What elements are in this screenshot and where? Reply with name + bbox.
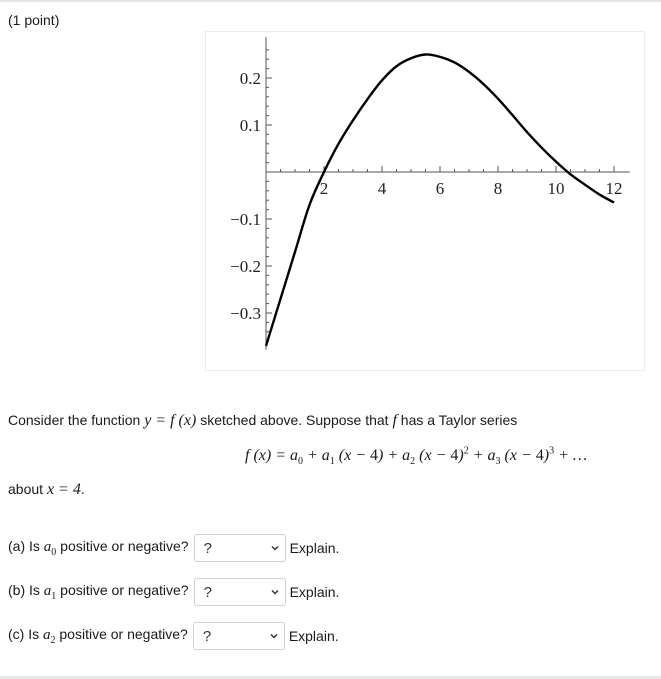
- chevron-down-icon: [271, 588, 279, 596]
- explain-label-c: Explain.: [288, 628, 339, 644]
- top-divider: [0, 0, 661, 2]
- y-tick-label: −0.2: [230, 257, 261, 276]
- taylor-series-formula: [245, 446, 587, 468]
- x-tick-label: 2: [319, 179, 329, 198]
- sign-select-a1[interactable]: [194, 578, 286, 606]
- function-plot: [205, 31, 645, 371]
- expansion-point: about x = 4.: [8, 481, 85, 498]
- plot-svg: [206, 32, 644, 370]
- y-tick-label: −0.3: [230, 304, 261, 323]
- sign-select-a1-value: ?: [203, 583, 212, 601]
- sign-select-a0-value: ?: [203, 539, 212, 557]
- function-curve: [266, 54, 614, 345]
- sign-select-a2-value: ?: [202, 627, 212, 645]
- chevron-down-icon: [270, 632, 278, 640]
- x-tick-label: 6: [435, 179, 445, 198]
- chevron-down-icon: [271, 544, 279, 552]
- taylor-series-text: f $(x) = a_0 + a_1$ $(x - 4) + a_2$ $(x - 4)^2 + a_3$ $(x - 4)^3$ + …: [245, 446, 588, 468]
- x-tick-label: 12: [605, 179, 623, 198]
- question-a-text: (a) Is $a_0$ positive or negative?: [8, 538, 189, 558]
- y-tick-label: −0.1: [230, 210, 261, 229]
- x-tick-label: 10: [547, 179, 565, 198]
- function-symbol: f: [392, 412, 397, 429]
- x-tick-label: 8: [493, 179, 503, 198]
- sign-select-a2[interactable]: [193, 622, 285, 650]
- explain-label-b: Explain.: [289, 584, 340, 600]
- y-tick-label: 0.1: [239, 116, 261, 135]
- question-c-text: (c) Is $a_2$ positive or negative?: [8, 626, 188, 646]
- question-a: [8, 534, 339, 562]
- points-label: (1 point): [8, 12, 60, 28]
- function-expression: y = f (x): [144, 412, 197, 429]
- problem-statement: Consider the function y = f (x) sketched above. Suppose that f has a Taylor series: [8, 412, 518, 429]
- question-c: [8, 622, 339, 650]
- expansion-point-math: x = 4: [46, 481, 81, 498]
- question-b-text: (b) Is $a_1$ positive or negative?: [8, 582, 189, 602]
- y-tick-label: 0.2: [239, 69, 261, 88]
- sign-select-a0[interactable]: [194, 534, 286, 562]
- question-b: [8, 578, 339, 606]
- x-tick-label: 4: [377, 179, 387, 198]
- explain-label-a: Explain.: [289, 540, 340, 556]
